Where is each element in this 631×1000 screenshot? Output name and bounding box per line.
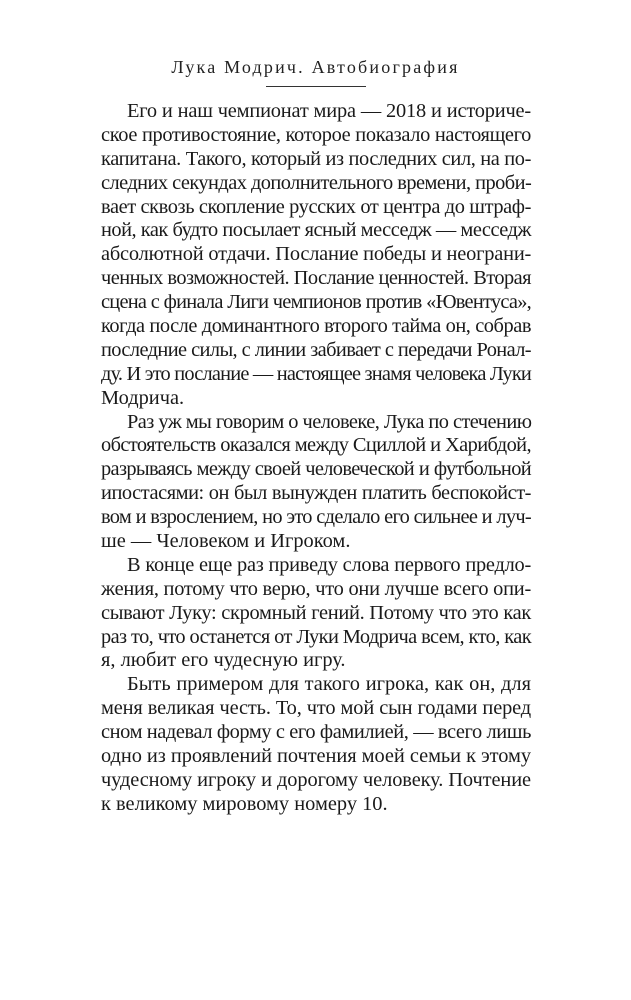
text-line: Его и наш чемпионат мира — 2018 и историче-: [127, 100, 531, 122]
text-line: обстоятельств оказался между Сциллой и Харибдой,: [101, 434, 531, 457]
text-line: ское противостояние, которое показало настоящего: [101, 123, 531, 146]
text-line: сном надевал форму с его фамилией, — всего лишь: [101, 721, 531, 744]
text-line: вом и взрослением, но это сделало его сильнее и луч-: [101, 506, 531, 529]
text-line: Быть примером для такого игрока, как он, для: [127, 673, 531, 696]
text-line: сывают Луку: скромный гений. Потому что это как: [101, 601, 531, 624]
text-line: Раз уж мы говорим о человеке, Лука по стечению: [127, 410, 532, 433]
text-line: одно из проявлений почтения моей семьи к этому: [101, 745, 532, 768]
text-line: следних секундах дополнительного времени, проби-: [101, 171, 532, 194]
paragraph-4: [101, 673, 531, 816]
text-line: ченных возможностей. Послание ценностей. Вторая: [101, 267, 531, 290]
text-line: Модрича.: [101, 386, 185, 409]
text-line: я, любит его чудесную игру.: [101, 649, 346, 672]
text-line: к великому мировому номеру 10.: [101, 792, 388, 815]
text-line: когда после доминантного второго тайма он, собрав: [101, 315, 531, 338]
text-line: последние силы, с линии забивает с передачи Ронал-: [101, 338, 531, 361]
paragraph-2: [101, 411, 531, 554]
text-line: ду. И это послание — настоящее знамя человека Луки: [101, 362, 532, 385]
text-line: капитана. Такого, который из последних сил, на по-: [101, 147, 531, 170]
text-line: В конце еще раз приведу слова первого предло-: [127, 553, 531, 576]
text-line: абсолютной отдачи. Послание победы и неограни-: [101, 243, 532, 266]
text-line: чудесному игроку и дорогому человеку. Почтение: [101, 768, 531, 791]
running-head-rule: [266, 86, 366, 87]
paragraph-3: [101, 554, 531, 673]
text-line: ипостасями: он был вынужден платить беспокойст-: [101, 482, 531, 505]
text-line: жения, потому что верю, что они лучше всего опи-: [101, 577, 531, 600]
body-text: [101, 100, 531, 817]
running-head-title: Лука Модрич. Автобиография: [171, 57, 460, 77]
paragraph-1: [101, 100, 531, 411]
text-line: раз то, что останется от Луки Модрича всем, кто, как: [101, 625, 531, 648]
text-line: ной, как будто посылает ясный месседж — месседж: [101, 219, 531, 242]
text-line: разрываясь между своей человеческой и футбольной: [101, 458, 531, 481]
text-line: меня великая честь. То, что мой сын годами перед: [101, 697, 531, 720]
text-line: сцена с финала Лиги чемпионов против «Ювентуса»,: [101, 291, 531, 314]
text-line: ше — Человеком и Игроком.: [101, 530, 351, 553]
text-line: вает сквозь скопление русских от центра до штраф-: [101, 195, 531, 218]
